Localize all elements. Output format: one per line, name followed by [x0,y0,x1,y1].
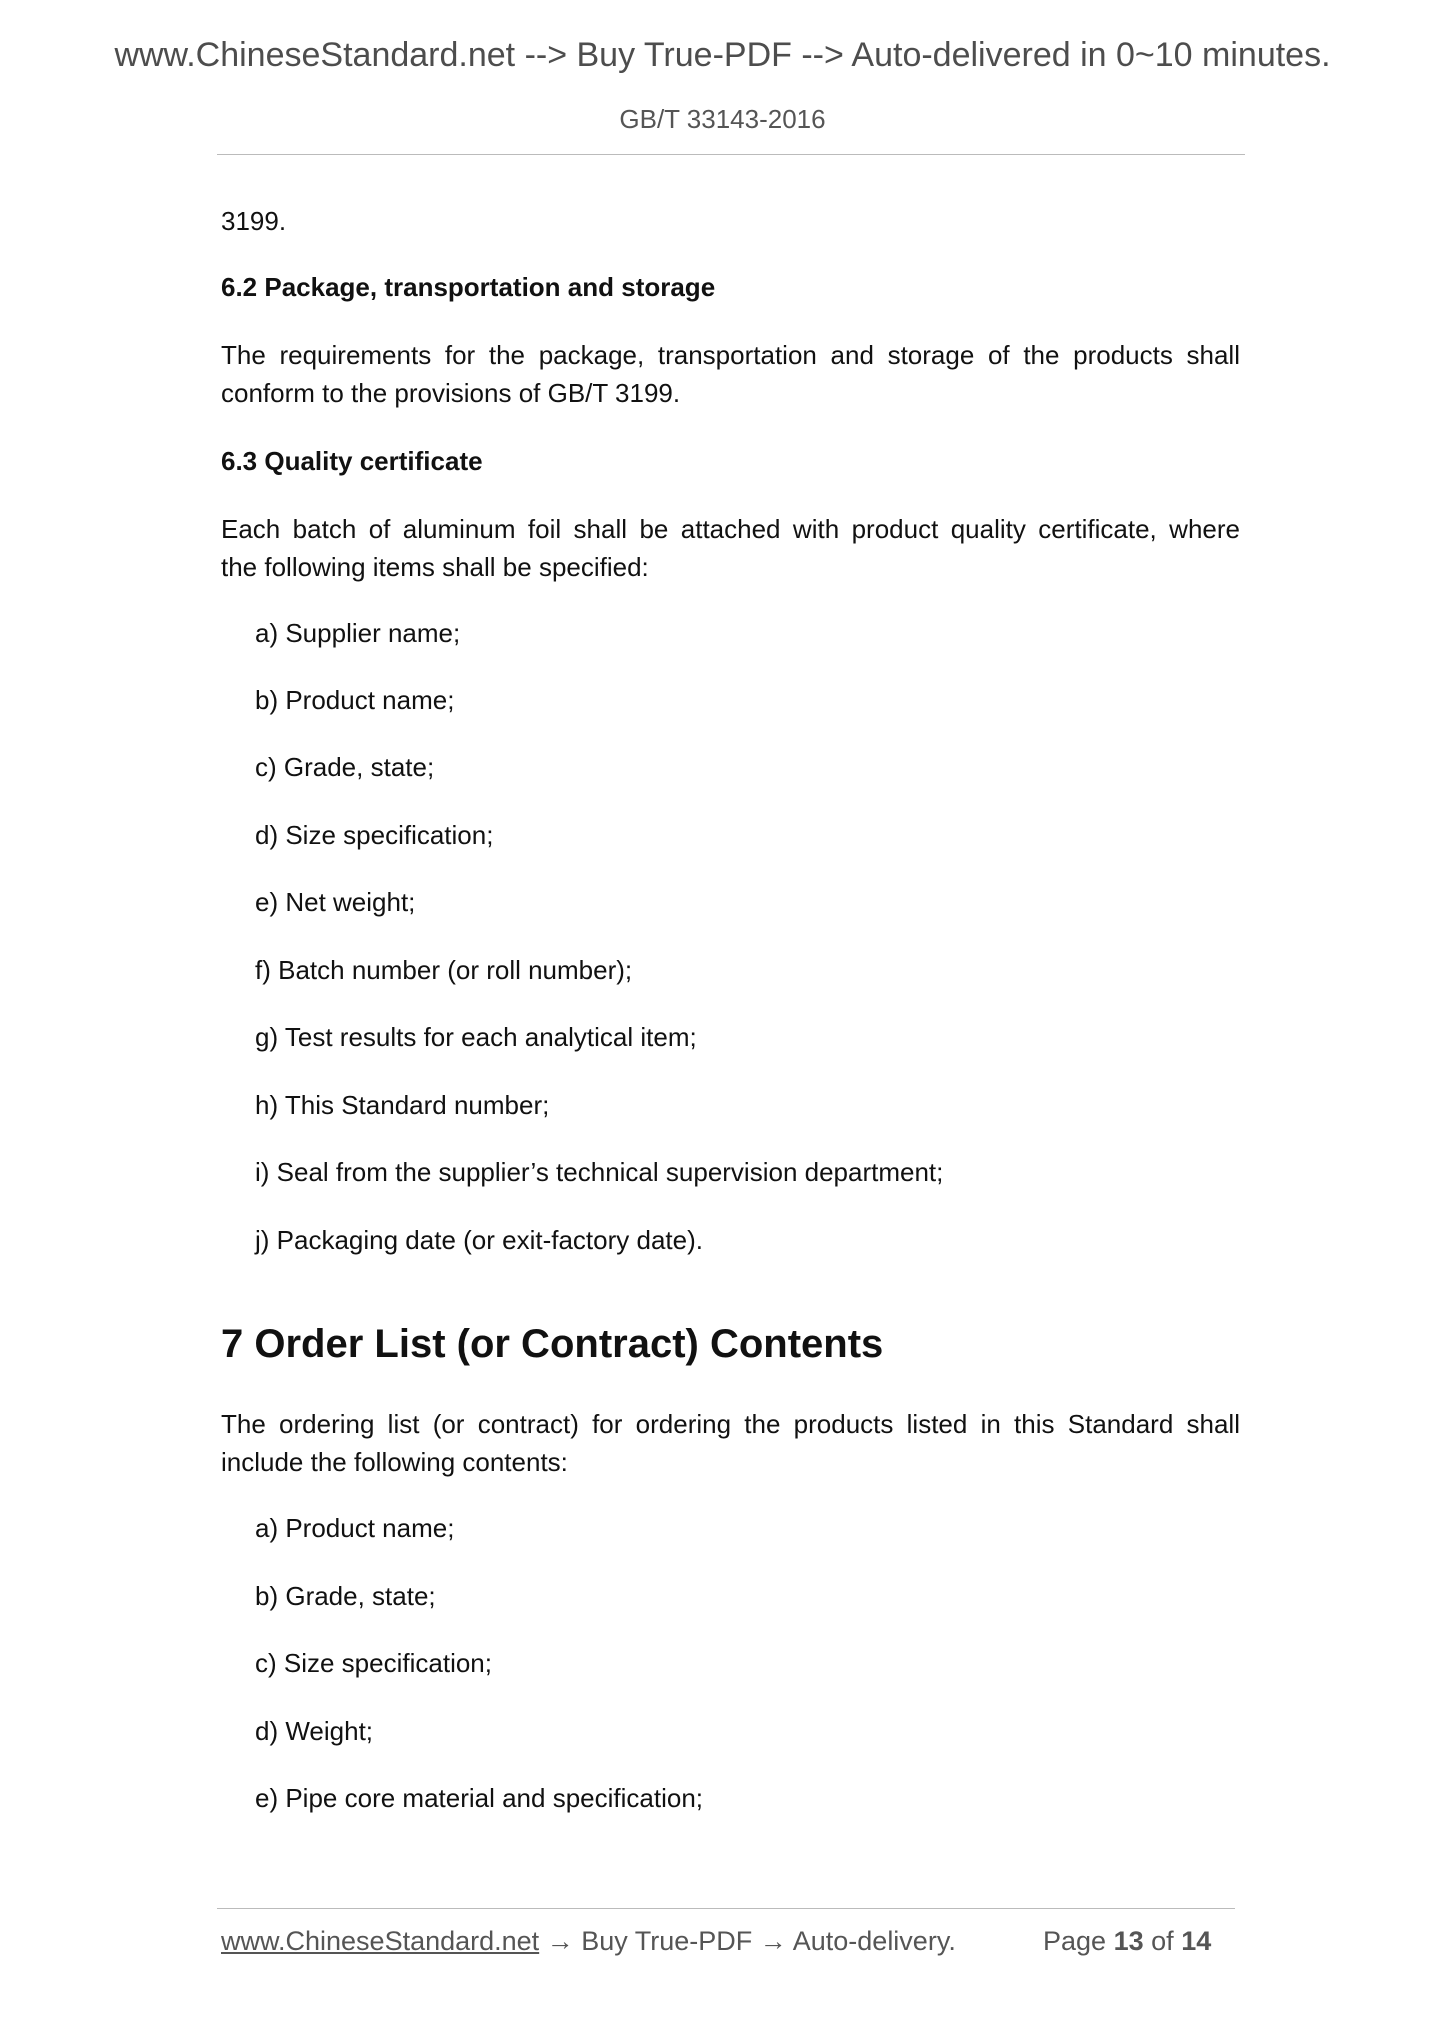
list-item: b) Product name; [255,685,455,715]
section-7-heading: 7 Order List (or Contract) Contents [221,1322,884,1366]
list-item: j) Packaging date (or exit-factory date). [255,1225,703,1255]
standard-number: GB/T 33143-2016 [619,104,826,134]
site-banner: www.ChineseStandard.net --> Buy True-PDF --> Auto-delivered in 0~10 minutes. [114,36,1331,74]
section-6-3-heading: 6.3 Quality certificate [221,446,483,476]
paragraph-line: conform to the provisions of GB/T 3199. [221,378,681,408]
total-pages: 14 [1181,1926,1212,1956]
paragraph-line: The ordering list (or contract) for ordering the products listed in this Standard shall [221,1409,1240,1439]
paragraph-line: Each batch of aluminum foil shall be attached with product quality certificate, where [221,514,1240,544]
list-item: e) Pipe core material and specification; [255,1783,704,1813]
list-item: b) Grade, state; [255,1581,436,1611]
list-item: f) Batch number (or roll number); [255,955,633,985]
page-number: 13 [1113,1926,1144,1956]
header-divider [217,154,1245,155]
list-item: c) Grade, state; [255,752,435,782]
page-indicator [1043,1926,1211,1957]
list-item: h) This Standard number; [255,1090,550,1120]
footer-site-link[interactable]: www.ChineseStandard.net [221,1926,540,1956]
section-6-2-paragraph [221,336,1240,412]
list-item: c) Size specification; [255,1648,492,1678]
section-6-3-paragraph [221,510,1240,586]
footer-promo [221,1926,956,1957]
section-7-paragraph [221,1405,1240,1481]
list-item: i) Seal from the supplier’s technical supervision department; [255,1157,944,1187]
continuation-text: 3199. [221,206,287,236]
footer-divider [217,1908,1235,1909]
list-item: d) Size specification; [255,820,494,850]
list-item: d) Weight; [255,1716,374,1746]
of-label: of [1151,1926,1174,1956]
paragraph-line: the following items shall be specified: [221,552,649,582]
list-item: e) Net weight; [255,887,416,917]
paragraph-line: The requirements for the package, transportation and storage of the products shall [221,340,1240,370]
list-item: g) Test results for each analytical item; [255,1022,697,1052]
paragraph-line: include the following contents: [221,1447,568,1477]
footer-promo-text: → Buy True-PDF → Auto-delivery. [539,1926,956,1956]
page-label: Page [1043,1926,1107,1956]
list-item: a) Product name; [255,1513,455,1543]
section-6-2-heading: 6.2 Package, transportation and storage [221,272,716,302]
list-item: a) Supplier name; [255,618,461,648]
